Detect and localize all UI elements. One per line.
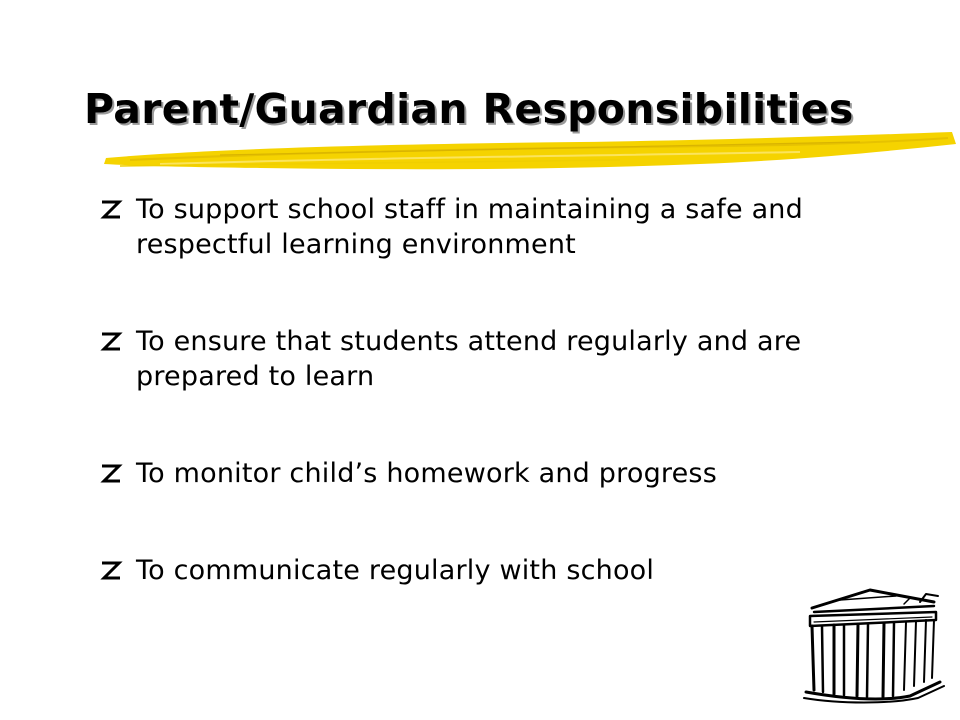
z-bullet-icon bbox=[98, 557, 124, 583]
bullet-text: To communicate regularly with school bbox=[136, 555, 655, 586]
bullet-text: To monitor child’s homework and progress bbox=[136, 458, 717, 489]
bullet-item bbox=[98, 324, 888, 394]
bullet-text: To ensure that students attend regularly and are prepared to learn bbox=[136, 326, 802, 392]
columned-building-icon bbox=[800, 586, 950, 704]
z-bullet-icon bbox=[98, 196, 124, 222]
bullet-item bbox=[98, 192, 888, 262]
bullet-item bbox=[98, 456, 888, 491]
title-underline-brushstroke bbox=[100, 130, 960, 180]
slide-title: Parent/Guardian Responsibilities bbox=[84, 85, 854, 133]
bullet-text: To support school staff in maintaining a safe and respectful learning environment bbox=[136, 194, 803, 260]
z-bullet-icon bbox=[98, 328, 124, 354]
bullet-list bbox=[98, 192, 888, 588]
bullet-item bbox=[98, 553, 888, 588]
z-bullet-icon bbox=[98, 460, 124, 486]
